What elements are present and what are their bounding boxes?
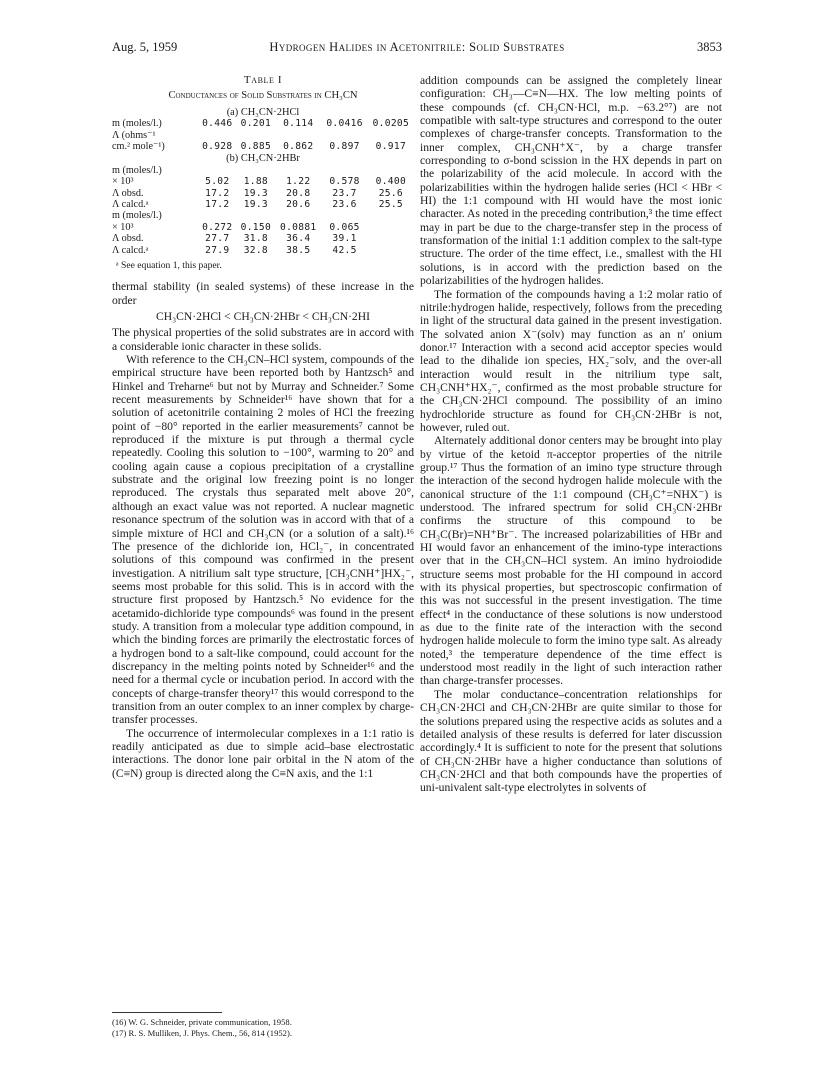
table-cell: 17.2: [205, 187, 230, 199]
right-paragraph-2: The formation of the compounds having a 1:2 molar ratio of nitrile:hydrogen halide, respectively, follows from the preceding in light of the structural data gained in the present investigation. The solvated anion X⁻(solv) may function as an n′ onium donor.¹⁷ Interaction with a second acid acceptor species would lead to the dihalide ion species, HX₂⁻solv, and the over-all interaction would result in the nitrilium type salt, CH₃CNH⁺HX₂⁻, confirmed as the most probable structure for the CH₃CN·2HCl compound. The possibility of an imino hydrochloride structure as found for CH₃CN·2HBr is not, however, ruled out.: [420, 287, 722, 434]
table-cell: 17.2: [205, 198, 230, 210]
table-cell: 0.862: [283, 140, 314, 152]
table-footnote: ᵃ See equation 1, this paper.: [116, 259, 222, 271]
table-cell: 19.3: [243, 198, 268, 210]
row-label: × 10³: [112, 221, 134, 233]
page-number: 3853: [697, 40, 722, 54]
left-paragraph-2: The physical properties of the solid substrates are in accord with a considerable ionic character in these solids.: [112, 326, 414, 353]
table-cell: 31.8: [243, 233, 268, 245]
table-row: [112, 222, 414, 233]
table-cell: 0.114: [283, 118, 314, 130]
table-cell: 20.8: [286, 187, 311, 199]
row-label: cm.² mole⁻¹): [112, 140, 165, 152]
table-cell: [321, 165, 367, 176]
table-cell: 0.928: [202, 140, 233, 152]
table-cell: 0.578: [329, 176, 360, 188]
table-block: [112, 74, 414, 272]
table-cell: 19.3: [243, 187, 268, 199]
table-cell: [368, 222, 414, 233]
table-title: Table I: [243, 74, 283, 86]
table-caption: Conductances of Solid Substrates in CH₃CN: [168, 90, 358, 102]
table-cell: [321, 130, 367, 141]
table-row: [112, 176, 414, 187]
table-cell: [368, 245, 414, 256]
table-cell: 0.0416: [326, 118, 363, 130]
row-label: Λ obsd.: [112, 233, 144, 245]
table-cell: [368, 210, 414, 221]
row-label: Λ calcd.ᵃ: [112, 198, 149, 210]
table-cell: [275, 165, 321, 176]
references: [112, 1012, 414, 1038]
table-cell: [198, 210, 237, 221]
table-cell: 27.7: [205, 233, 230, 245]
table-cell: 1.88: [243, 176, 268, 188]
table-row: [112, 165, 414, 176]
table-cell: 20.6: [286, 198, 311, 210]
table-cell: [321, 210, 367, 221]
table-cell: 0.0205: [372, 118, 410, 130]
table-row: [112, 118, 414, 129]
table-row: [112, 210, 414, 221]
left-paragraph-4: The occurrence of intermolecular complexes in a 1:1 ratio is readily anticipated as due to simple acid–base electrostatic interactions. The donor lone pair orbital in the N atom of the (C≡N) group is directed along the C≡N axis, and the 1:1: [112, 726, 414, 780]
table-cell: [368, 233, 414, 244]
table-row: [112, 245, 414, 256]
table-cell: 1.22: [286, 176, 311, 188]
table-cell: 0.917: [375, 140, 407, 152]
table-cell: 0.885: [240, 140, 272, 152]
stability-order: CH₃CN·2HCl < CH₃CN·2HBr < CH₃CN·2HI: [156, 310, 370, 323]
row-label: m (moles/l.): [112, 210, 162, 222]
table-cell: 0.065: [329, 221, 360, 233]
table-cell: [275, 130, 321, 141]
table-row: [112, 199, 414, 210]
table-cell: [198, 165, 237, 176]
table-cell: 0.446: [202, 118, 233, 130]
table-cell: [275, 210, 321, 221]
table-cell: 42.5: [332, 244, 357, 256]
row-label: Λ calcd.ᵃ: [112, 244, 149, 256]
right-column: [420, 74, 722, 795]
table-section-label: (b) CH₃CN·2HBr: [226, 153, 300, 165]
table-cell: [237, 210, 276, 221]
right-paragraph-4: The molar conductance–concentration relationships for CH₃CN·2HCl and CH₃CN·2HBr are quite similar to those for the solutions prepared using the respective acids as solutes and a detailed analysis of these results is deferred for later discussion accordingly.⁴ It is sufficient to note for the present that solutions of CH₃CN·2HBr have a higher conductance than solutions of CH₃CN·2HCl and that both compounds have the properties of uni-univalent salt-type electrolytes in solvents of: [420, 687, 722, 795]
table-row: [112, 130, 414, 141]
issue-date: Aug. 5, 1959: [112, 40, 178, 54]
table-cell: 32.8: [243, 244, 268, 256]
table-cell: 5.02: [205, 176, 230, 188]
reference-16: (16) W. G. Schneider, private communication, 1958.: [112, 1017, 292, 1027]
right-paragraph-1: addition compounds can be assigned the completely linear configuration: CH₃—C≡N—HX. The low melting points of these compounds (cf. CH₃CN·HCl, m.p. −63.2°⁷) are not compatible with salt-type structures and correspond to the outer complexes of charge-transfer concepts. Transformation to the inner complex, CH₃CNH⁺X⁻, by a charge transfer corresponding to σ-bond scission in the HX depends in part on the polarizability of the acid molecule. In accord with the polarizabilities within the hydrogen halide series (HCl < HBr < HI) the 1:1 compound with HI would have the most ionic character. As noted in the preceding contribution,³ the time effect may in part be due to the charge-transfer step in the process of transformation of the initial 1:1 addition complex to the salt-type structure. The order of the time effect, i.e., smallest with the HI solutions, is in accord with the prediction based on the polarizabilities of the hydrogen halides.: [420, 74, 722, 288]
table-section-header: [112, 106, 414, 118]
table-section-label: (a) CH₃CN·2HCl: [226, 106, 300, 118]
running-head: [112, 40, 722, 56]
table-cell: [368, 165, 414, 176]
left-column: [112, 74, 414, 780]
table-cell: 0.272: [202, 221, 233, 233]
left-paragraph-3: With reference to the CH₃CN–HCl system, compounds of the empirical structure have been reported both by Hantzsch⁵ and Hinkel and Treharne⁶ but not by Murray and Schneider.⁷ Some recent measurements by Schneider¹⁶ have shown that for a solution of acetonitrile containing 2 moles of HCl the freezing point of −80° reported in the earlier measurements⁷ cannot be reproduced if the mixture is put through a thermal cycle repeatedly. Cooling this solution to −100°, warming to 20° and cooling again cause a copious precipitation of a crystalline substrate and the original low freezing point is no longer reproduced. The crystals thus separated melt above 20°, although an exact value was not reported. A nuclear magnetic resonance spectrum of the solution was in accord with that of a simple mixture of HCl and CH₃CN (or a solution of a salt).¹⁶ The presence of the dichloride ion, HCl₂⁻, in concentrated solutions of this compound was confirmed in the present investigation. A nitrilium salt type structure, [CH₃CNH⁺]HX₂⁻, seems most probable for this solid. This is in accord with the structure first proposed by Hantzsch.⁵ No evidence for the acetamido-dichloride type compounds⁶ was found in the present study. A transition from a molecular type addition compound, in which the binding forces are primarily the electrostatic forces of a hydrogen bond to a salt-like compound, could account for the discrepancy in the melting points noted by Schneider¹⁶ and the need for a thermal cycle or incubation period. In accord with the concepts of charge-transfer theory¹⁷ this would correspond to the transition from an outer complex to an inner complex by charge-transfer processes.: [112, 353, 414, 727]
table-cell: 25.6: [378, 187, 403, 199]
table-cell: 0.150: [240, 221, 272, 233]
row-label: Λ obsd.: [112, 187, 144, 199]
table-cell: [198, 130, 237, 141]
table-cell: 23.7: [332, 187, 357, 199]
table-cell: [237, 130, 276, 141]
table-cell: [368, 130, 414, 141]
running-title: Hydrogen Halides in Acetonitrile: Solid Substrates: [269, 40, 565, 54]
table-section-header: [112, 152, 414, 164]
row-label: m (moles/l.): [112, 164, 162, 176]
row-label: × 10³: [112, 176, 134, 188]
row-label: m (moles/l.): [112, 118, 162, 130]
table-cell: 0.0881: [280, 221, 317, 233]
table-cell: 36.4: [286, 233, 311, 245]
table-cell: 25.5: [378, 198, 403, 210]
table-cell: 38.5: [286, 244, 311, 256]
row-label: Λ (ohms⁻¹: [112, 129, 156, 141]
left-paragraph-1: thermal stability (in sealed systems) of these increase in the order: [112, 280, 414, 307]
table-cell: 27.9: [205, 244, 230, 256]
right-paragraph-3: Alternately additional donor centers may be brought into play by virtue of the ketoid π-acceptor properties of the nitrile group.¹⁷ Thus the formation of an imino type structure through the interaction of the second hydrogen halide molecule with the canonical structure of the 1:1 compound (CH₃C⁺=NHX⁻) is understood. The infrared spectrum for solid CH₃CN·2HBr confirms the structure of this compound to be CH₃C(Br)=NH⁺Br⁻. The increased polarizabilities of HBr and HI would favor an enhancement of the imino-type interactions over that in the CH₃CN–HCl system. An imino hydroiodide structure seems most probable for the HI compound in accord with its physical properties, but spectroscopic confirmation of this was not successful in the present investigation. The time effect⁴ in the conductance of these solutions is now understood as due to the finite rate of the interaction with the second hydrogen halide molecule to form the imino type salt. As already noted,³ the temperature dependence of the time effect is understood most readily in the light of such interaction rather than charge-transfer processes.: [420, 434, 722, 688]
table-cell: 39.1: [332, 233, 357, 245]
table-row: [112, 233, 414, 244]
table-row: [112, 141, 414, 152]
table-cell: 0.897: [329, 140, 360, 152]
table-row: [112, 188, 414, 199]
reference-17: (17) R. S. Mulliken, J. Phys. Chem., 56, 814 (1952).: [112, 1027, 292, 1038]
table-cell: [237, 165, 276, 176]
table-cell: 23.6: [332, 198, 357, 210]
footnote-rule: [112, 1012, 222, 1013]
conductance-table: [112, 106, 414, 256]
table-cell: 0.201: [240, 118, 272, 130]
table-cell: 0.400: [375, 176, 407, 188]
